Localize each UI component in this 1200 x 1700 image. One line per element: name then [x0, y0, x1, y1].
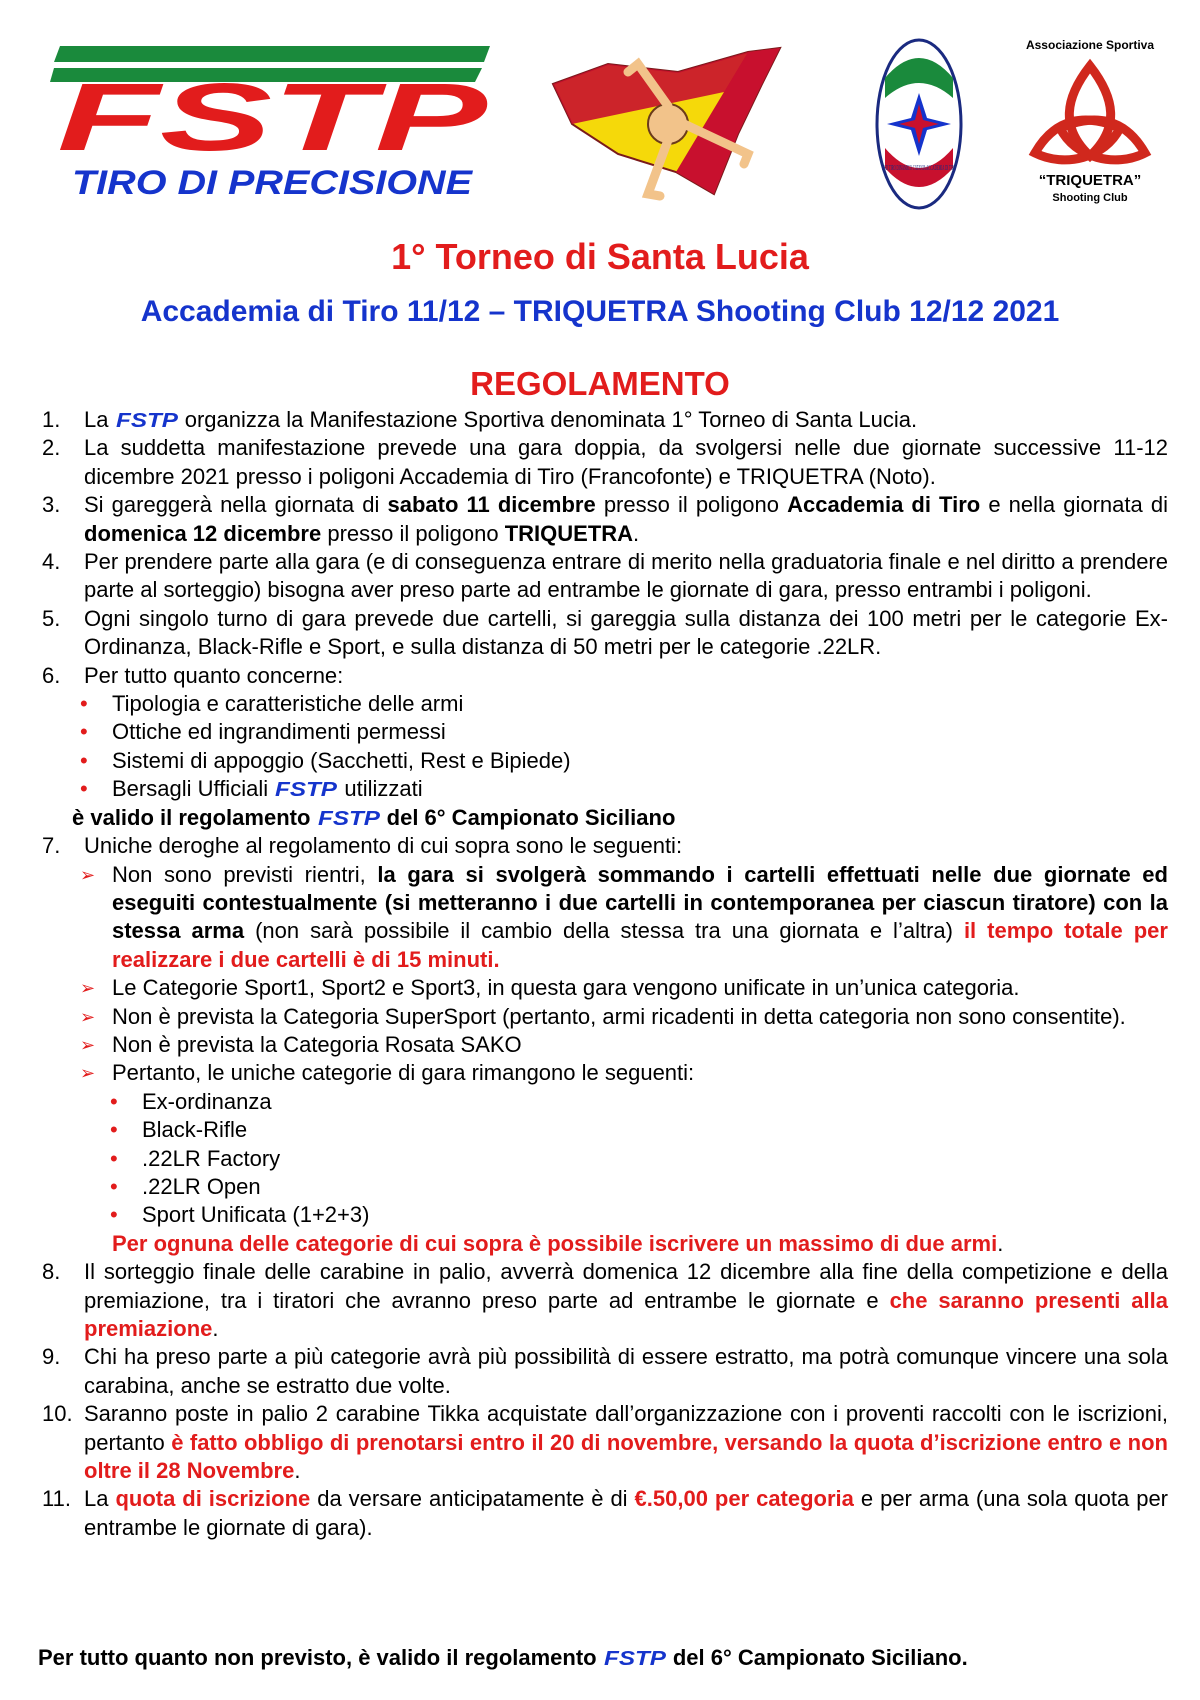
category-item: [42, 1145, 1168, 1173]
exception-text: Non è prevista la Categoria SuperSport (pertanto, armi ricadenti in detta categoria non sono consentite).: [112, 1003, 1126, 1029]
exception-text: Non sono previsti rientri,: [112, 861, 366, 887]
header-logos: [0, 0, 1200, 220]
exception-bold-text: la gara si svolgerà sommando i cartelli effettuati nelle due giornate ed eseguiti contestualmente (si metteranno i due cartelli in contemporanea per ciascun tiratore) con la stessa arma: [112, 861, 1168, 944]
bullet-text: Bersagli Ufficiali: [112, 776, 269, 802]
bullet-item: [42, 775, 1168, 803]
item-number: 7.: [42, 833, 61, 859]
exception-text: Non è prevista la Categoria Rosata SAKO: [112, 1031, 522, 1057]
category-item: [42, 1201, 1168, 1229]
fstp-logo: [50, 38, 495, 203]
fstp-inline-logo: [115, 410, 179, 430]
svg-text:FSTP: FSTP: [275, 779, 339, 802]
punctuation: .: [212, 1316, 219, 1341]
exception-text: Pertanto, le uniche categorie di gara rimangono le seguenti:: [112, 1060, 695, 1086]
category-text: Black-Rifle: [142, 1117, 248, 1143]
svg-text:FSTP: FSTP: [115, 410, 179, 432]
item-text: Chi ha preso parte a più categorie avrà più possibilità di essere estratto, ma potrà comunque vincere una sola carabina, anche se estratto due volte.: [84, 1344, 1168, 1398]
triquetra-knot-icon: [1005, 58, 1175, 168]
venue-accademia: Accademia di Tiro: [787, 492, 981, 518]
exception-text: Le Categorie Sport1, Sport2 e Sport3, in questa gara vengono unificate in un’unica categoria.: [112, 975, 1020, 1001]
bullet-icon: •: [110, 1173, 118, 1199]
fstp-logo-tagline: TIRO DI PRECISIONE: [72, 164, 474, 202]
fee-amount: €.50,00 per categoria: [634, 1486, 854, 1512]
max-weapons-text: Per ognuna delle categorie di cui sopra è possibile iscrivere un massimo di due armi: [112, 1230, 998, 1256]
list-item-5: [42, 605, 1168, 662]
exception-item: [42, 1059, 1168, 1087]
time-limit-note: il tempo totale per realizzare i due cartelli è di 15 minuti.: [112, 918, 1168, 972]
valid-rule-line: [42, 804, 1168, 832]
exception-text: (non sarà possibile il cambio della stessa tra una giornata e l’altra): [255, 918, 953, 944]
section-heading: REGOLAMENTO: [470, 365, 730, 402]
item-text: presso il poligono: [603, 492, 780, 518]
exception-item: [42, 861, 1168, 975]
item-text: Il sorteggio finale delle carabine in palio, avverrà domenica 12 dicembre alla fine della competizione e della premiazione, tra i tiratori che avranno preso parte ad entrambe le giornate e: [84, 1259, 1168, 1313]
arrow-icon: ➢: [80, 1034, 96, 1055]
fstp-inline-logo: [317, 808, 381, 828]
triquetra-club-label: Shooting Club: [1052, 192, 1128, 204]
list-item-10: [42, 1400, 1168, 1485]
sicily-flag-logo: [548, 44, 788, 202]
item-number: 10.: [42, 1401, 73, 1427]
bullet-icon: •: [80, 776, 88, 802]
bullet-icon: •: [110, 1202, 118, 1228]
category-text: .22LR Factory: [142, 1145, 281, 1171]
list-item-9: [42, 1343, 1168, 1400]
list-item-6: [42, 662, 1168, 690]
max-weapons-note: [42, 1230, 1168, 1258]
svg-text:FSTP: FSTP: [603, 1648, 667, 1670]
list-item-11: [42, 1485, 1168, 1542]
triquetra-assoc-label: Associazione Sportiva: [1025, 38, 1155, 52]
item-text: Saranno poste in palio 2 carabine Tikka acquistate dall’organizzazione con i proventi raccolti con le iscrizioni, pertanto: [84, 1401, 1168, 1455]
item-number: 11.: [42, 1486, 71, 1512]
category-text: Ex-ordinanza: [142, 1088, 272, 1114]
item-number: 9.: [42, 1344, 61, 1370]
item-text: Per tutto quanto concerne:: [84, 662, 344, 688]
bullet-icon: •: [80, 691, 88, 717]
item-text: e nella giornata di: [988, 492, 1168, 518]
fee-label: quota di iscrizione: [115, 1486, 311, 1512]
bullet-text: utilizzati: [344, 776, 423, 802]
svg-text:FSTP: FSTP: [317, 807, 381, 830]
date-sunday: domenica 12 dicembre: [84, 520, 322, 546]
item-number: 8.: [42, 1259, 61, 1285]
triquetra-logo: [1005, 30, 1175, 210]
footer-text: Per tutto quanto non previsto, è valido il regolamento: [38, 1645, 597, 1670]
exception-item: [42, 974, 1168, 1002]
valid-rule-text: è valido il regolamento: [72, 804, 311, 830]
venue-triquetra: TRIQUETRA: [504, 520, 634, 546]
category-item: [42, 1173, 1168, 1201]
date-saturday: sabato 11 dicembre: [387, 492, 596, 518]
item-text: Si gareggerà nella giornata di: [84, 492, 380, 518]
bullet-icon: •: [80, 747, 88, 773]
bullet-item: [42, 747, 1168, 775]
accademia-tiro-seal: [875, 38, 963, 210]
item-number: 4.: [42, 549, 61, 575]
fstp-logo-letters: FSTP: [57, 64, 489, 171]
list-item-2: [42, 434, 1168, 491]
presence-requirement: che saranno presenti alla premiazione: [84, 1287, 1168, 1341]
punctuation: .: [997, 1230, 1004, 1256]
item-number: 2.: [42, 435, 61, 461]
item-text: La: [84, 407, 109, 432]
registration-deadline: è fatto obbligo di prenotarsi entro il 20 di novembre, versando la quota d’iscrizione entro e non oltre il 28 Novembre: [84, 1429, 1168, 1484]
item-number: 5.: [42, 605, 61, 631]
arrow-icon: ➢: [80, 1063, 96, 1084]
exception-item: [42, 1031, 1168, 1059]
arrow-icon: ➢: [80, 978, 96, 999]
item-number: 6.: [42, 662, 61, 688]
accademia-seal-text: ASD TIRO DINAMICO CATANIA ACCADEMIA DI TIRO: [882, 164, 956, 172]
item-text: e per arma (una sola quota per entrambe le giornate di gara).: [84, 1486, 1169, 1540]
bullet-item: [42, 690, 1168, 718]
bullet-icon: •: [110, 1088, 118, 1114]
list-item-1: [42, 406, 1168, 434]
category-text: Sport Unificata (1+2+3): [142, 1202, 370, 1228]
footer-text: del 6° Campionato Siciliano.: [672, 1645, 968, 1670]
triquetra-name: “TRIQUETRA”: [1038, 172, 1142, 189]
bullet-item: [42, 718, 1168, 746]
punctuation: .: [294, 1458, 301, 1484]
fstp-inline-logo: [603, 1648, 667, 1668]
footer-note: [38, 1645, 1178, 1671]
bullet-text: Tipologia e caratteristiche delle armi: [112, 691, 464, 717]
list-item-4: [42, 548, 1168, 605]
fstp-inline-logo: [274, 779, 339, 802]
category-item: [42, 1088, 1168, 1116]
item-text: presso il poligono: [327, 520, 499, 546]
item-text: La suddetta manifestazione prevede una gara doppia, da svolgersi nelle due giornate successive 11-12 dicembre 2021 presso i poligoni Accademia di Tiro (Francofonte) e TRIQUETRA (Noto).: [84, 435, 1168, 489]
item-text: .: [633, 520, 640, 546]
list-item-8: [42, 1258, 1168, 1343]
regulation-list: [42, 406, 1168, 1542]
list-item-7: [42, 832, 1168, 860]
item-number: 3.: [42, 492, 61, 518]
bullet-icon: •: [110, 1117, 118, 1143]
bullet-icon: •: [80, 719, 88, 745]
list-item-3: [42, 491, 1168, 548]
bullet-text: Sistemi di appoggio (Sacchetti, Rest e Bipiede): [112, 747, 571, 773]
valid-rule-text: del 6° Campionato Siciliano: [386, 804, 676, 830]
bullet-icon: •: [110, 1145, 118, 1171]
item-text: Ogni singolo turno di gara prevede due cartelli, si gareggia sulla distanza dei 100 metri per le categorie Ex-Ordinanza, Black-Rifle e Sport, e sulla distanza di 50 metri per le categorie .22LR.: [84, 605, 1168, 660]
exception-item: [42, 1003, 1168, 1031]
item-text: Per prendere parte alla gara (e di conseguenza entrare di merito nella graduatoria finale e nel diritto a prendere parte al sorteggio) bisogna aver preso parte ad entrambe le giornate di gara, presso entrambi i poligoni.: [84, 549, 1168, 603]
arrow-icon: ➢: [80, 1006, 96, 1027]
item-text: La: [84, 1486, 109, 1512]
category-text: .22LR Open: [142, 1173, 261, 1199]
arrow-icon: ➢: [80, 864, 96, 885]
item-text: organizza la Manifestazione Sportiva denominata 1° Torneo di Santa Lucia.: [184, 407, 918, 432]
item-text: Uniche deroghe al regolamento di cui sopra sono le seguenti:: [84, 833, 683, 859]
bullet-text: Ottiche ed ingrandimenti permessi: [112, 719, 446, 745]
item-text: da versare anticipatamente è di: [317, 1486, 628, 1512]
page-subtitle: Accademia di Tiro 11/12 – TRIQUETRA Shooting Club 12/12 2021: [140, 295, 1060, 328]
category-item: [42, 1116, 1168, 1144]
item-number: 1.: [42, 407, 61, 432]
page-title: 1° Torneo di Santa Lucia: [391, 236, 809, 277]
